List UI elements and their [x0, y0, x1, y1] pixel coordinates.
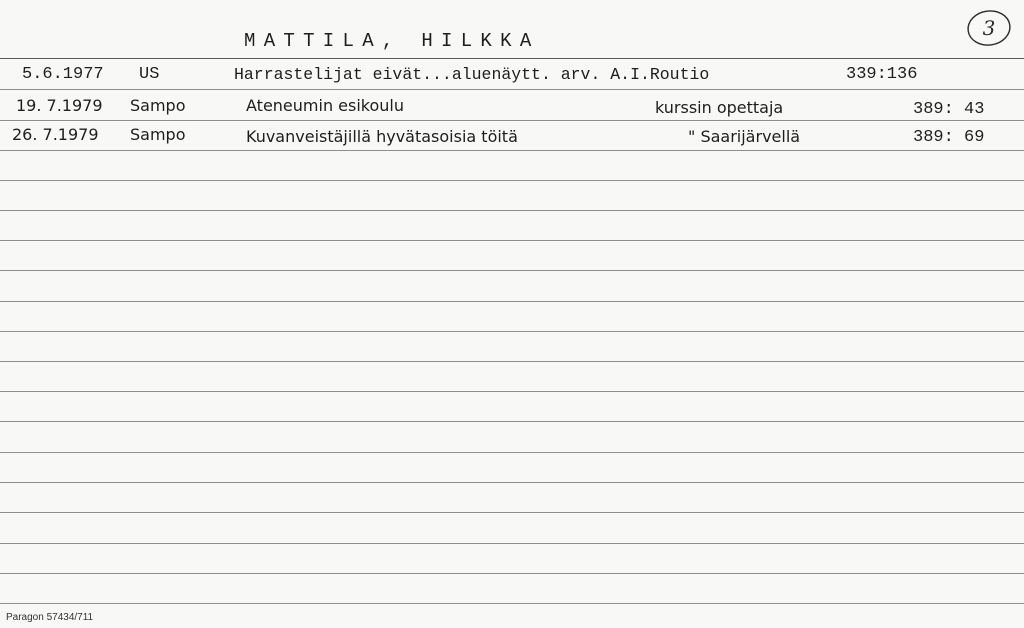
entry-source: Sampo — [130, 96, 186, 115]
entry-date: 19. 7.1979 — [16, 96, 103, 115]
entry-ref: 339:136 — [846, 65, 918, 84]
entry-title: Ateneumin esikoulu — [246, 96, 404, 115]
ruled-line — [0, 120, 1024, 121]
ruled-line — [0, 603, 1024, 604]
entry-date: 26. 7.1979 — [12, 125, 99, 144]
ruled-line — [0, 270, 1024, 271]
ruled-line — [0, 210, 1024, 211]
entry-source: Sampo — [130, 125, 186, 144]
entry-title: Harrastelijat eivät...aluenäytt. arv. A.I.Routio — [234, 65, 710, 84]
ruled-line — [0, 452, 1024, 453]
header-rule — [0, 58, 1024, 59]
ruled-line — [0, 180, 1024, 181]
ruled-line — [0, 421, 1024, 422]
printer-imprint: Paragon 57434/711 — [6, 612, 94, 623]
card-number-circle — [966, 8, 1012, 48]
ruled-line — [0, 573, 1024, 574]
ruled-line — [0, 301, 1024, 302]
entry-source: US — [139, 65, 160, 84]
entry-note: " Saarijärvellä — [688, 127, 801, 146]
ruled-line — [0, 331, 1024, 332]
ruled-line — [0, 150, 1024, 151]
card-number: 3 — [982, 16, 996, 40]
entry-note: kurssin opettaja — [655, 98, 784, 117]
ruled-line — [0, 361, 1024, 362]
entry-ref: 389: 69 — [913, 128, 985, 147]
ruled-line — [0, 240, 1024, 241]
entry-ref: 389: 43 — [913, 100, 985, 119]
ruled-line — [0, 391, 1024, 392]
ruled-line — [0, 543, 1024, 544]
card-name-heading: MATTILA, HILKKA — [244, 30, 540, 52]
ruled-line — [0, 482, 1024, 483]
entry-date: 5.6.1977 — [22, 65, 104, 84]
ruled-line — [0, 512, 1024, 513]
ruled-line — [0, 89, 1024, 90]
entry-title: Kuvanveistäjillä hyvätasoisia töitä — [246, 127, 518, 146]
